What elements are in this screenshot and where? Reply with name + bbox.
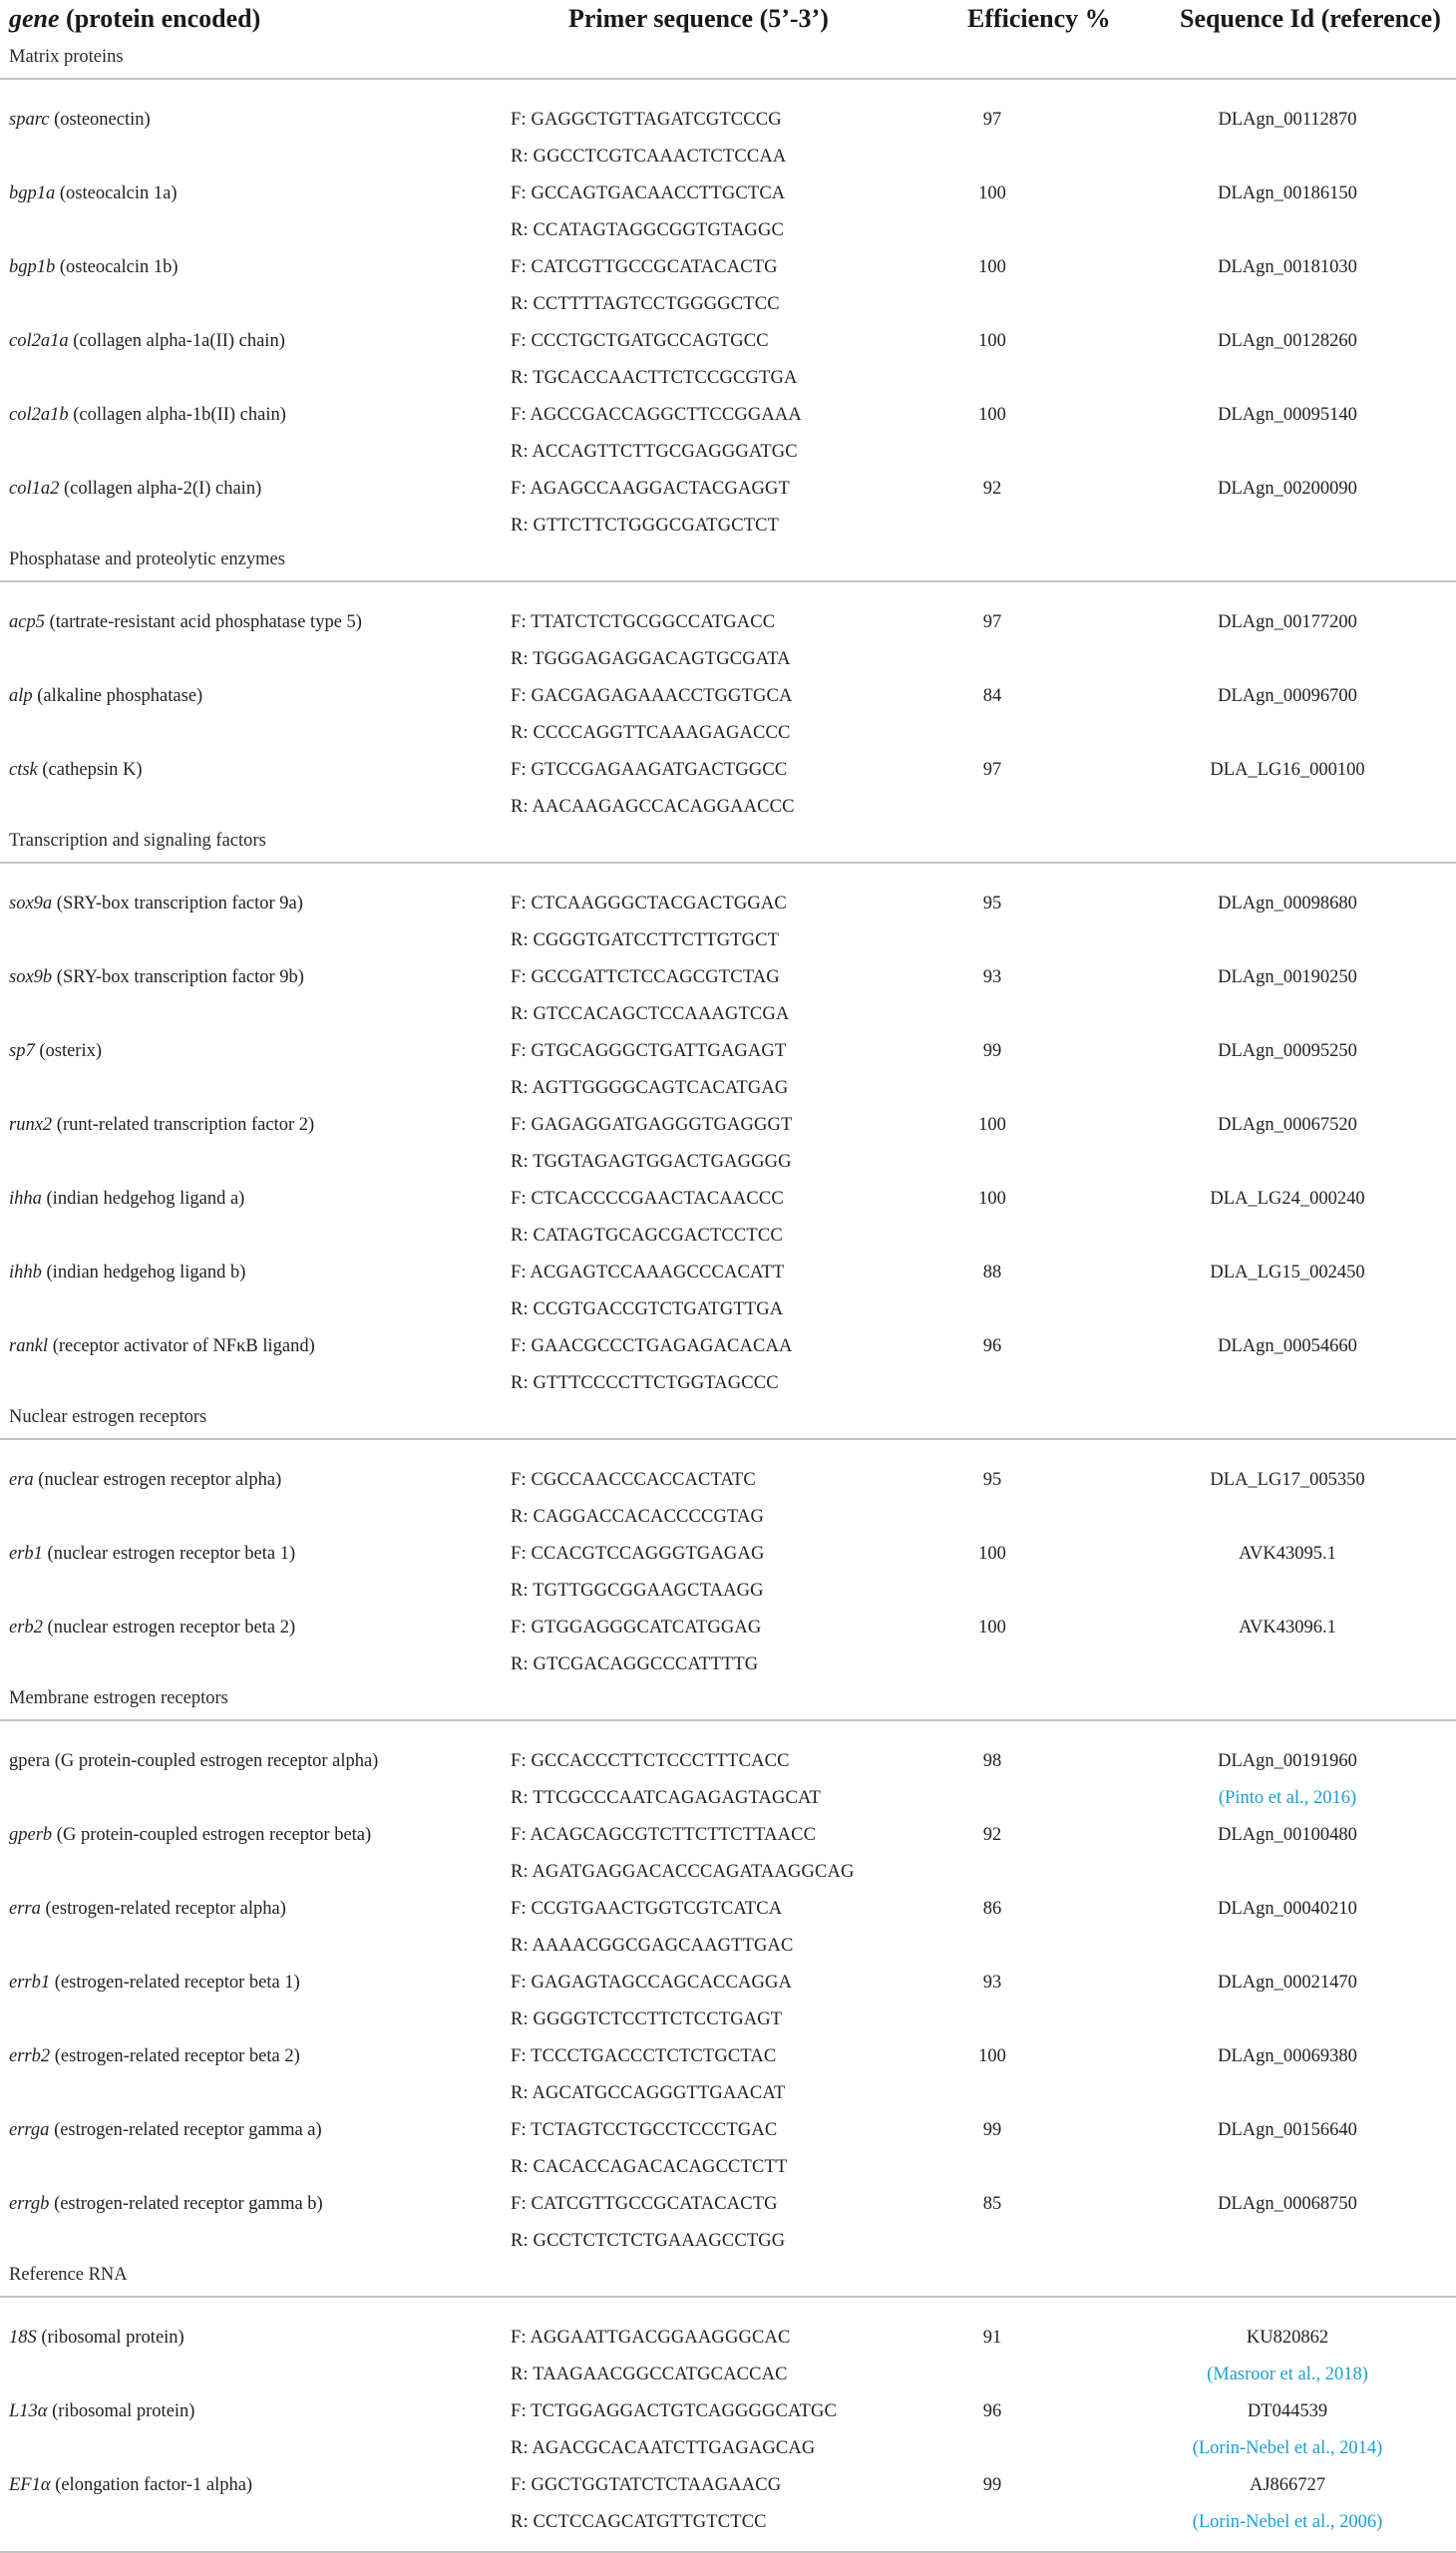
reference-cell xyxy=(1133,1780,1442,1816)
reference-link[interactable]: (Lorin-Nebel et al., 2014) xyxy=(1192,2438,1383,2458)
section-divider xyxy=(0,2296,1456,2298)
protein-name: (osterix) xyxy=(34,1041,103,1061)
efficiency-value: 84 xyxy=(982,686,1002,706)
forward-primer: F: AGCCGACCAGGCTTCCGGAAA xyxy=(511,405,802,425)
protein-name: (SRY-box transcription factor 9a) xyxy=(52,894,303,913)
protein-name: (tartrate-resistant acid phosphatase type 5) xyxy=(44,612,362,632)
gene-cell xyxy=(9,2038,300,2074)
header-primer: Primer sequence (5’-3’) xyxy=(568,4,829,33)
gene-symbol: erb1 xyxy=(9,1544,43,1564)
table-row xyxy=(0,1462,1456,1536)
gene-cell xyxy=(9,1743,378,1779)
gene-cell xyxy=(9,1255,245,1290)
forward-primer: F: GCCAGTGACAACCTTGCTCA xyxy=(511,183,786,203)
gene-symbol: sox9a xyxy=(9,894,53,913)
header-sequence-id: Sequence Id (reference) xyxy=(1180,4,1441,33)
sequence-id: DLAgn_00095250 xyxy=(1218,1041,1357,1061)
reverse-primer: R: CCGTGACCGTCTGATGTTGA xyxy=(511,1299,784,1319)
sequence-id: DLAgn_00128260 xyxy=(1218,331,1357,351)
gene-symbol: rankl xyxy=(9,1336,49,1356)
table-header xyxy=(0,0,1456,42)
reference-link[interactable]: (Pinto et al., 2016) xyxy=(1218,1788,1357,1808)
forward-primer: F: TCTGGAGGACTGTCAGGGGCATGC xyxy=(511,2401,837,2421)
protein-name: (collagen alpha-1b(II) chain) xyxy=(68,405,286,425)
gene-symbol: era xyxy=(9,1470,34,1490)
table-row xyxy=(0,2320,1456,2393)
sequence-id: AJ866727 xyxy=(1249,2475,1326,2495)
reverse-primer: R: TGTTGGCGGAAGCTAAGG xyxy=(511,1581,764,1601)
table-row xyxy=(0,1965,1456,2038)
efficiency-value: 96 xyxy=(982,2401,1002,2421)
gene-cell xyxy=(9,2467,252,2503)
gene-cell xyxy=(9,604,362,640)
protein-name: (ribosomal protein) xyxy=(36,2328,184,2348)
gene-symbol: erb2 xyxy=(9,1618,43,1638)
gene-symbol: col1a2 xyxy=(9,479,60,499)
section-divider xyxy=(0,1438,1456,1440)
gene-cell xyxy=(9,752,143,788)
gene-symbol: bgp1b xyxy=(9,257,56,277)
reverse-primer: R: CCTCCAGCATGTTGTCTCC xyxy=(511,2512,767,2532)
efficiency-value: 93 xyxy=(982,967,1002,987)
sequence-id: DLAgn_00177200 xyxy=(1218,612,1357,632)
protein-name: (nuclear estrogen receptor beta 1) xyxy=(42,1544,296,1564)
section-divider xyxy=(0,862,1456,864)
table-row xyxy=(0,2393,1456,2467)
sequence-id: DLA_LG15_002450 xyxy=(1210,1263,1365,1282)
protein-name: (collagen alpha-2(I) chain) xyxy=(59,479,262,499)
efficiency-value: 100 xyxy=(978,1544,1006,1564)
protein-name: (alkaline phosphatase) xyxy=(32,686,203,706)
sequence-id: AVK43095.1 xyxy=(1239,1544,1336,1564)
reverse-primer: R: TGCACCAACTTCTCCGCGTGA xyxy=(511,368,798,388)
section-title: Matrix proteins xyxy=(9,47,124,67)
efficiency-value: 95 xyxy=(982,894,1002,913)
section-group xyxy=(0,1402,1456,1683)
efficiency-value: 97 xyxy=(982,110,1002,130)
sequence-id: DT044539 xyxy=(1247,2401,1328,2421)
reverse-primer: R: TGGGAGAGGACAGTGCGATA xyxy=(511,649,791,669)
protein-name: (estrogen-related receptor beta 2) xyxy=(50,2046,300,2066)
gene-cell xyxy=(9,678,202,714)
forward-primer: F: GAGAGTAGCCAGCACCAGGA xyxy=(511,1973,793,1993)
reference-cell xyxy=(1133,2357,1442,2392)
forward-primer: F: CCACGTCCAGGGTGAGAG xyxy=(511,1544,765,1564)
gene-symbol: ctsk xyxy=(9,760,38,780)
reverse-primer: R: GGGGTCTCCTTCTCCTGAGT xyxy=(511,2009,783,2029)
sequence-id: DLA_LG17_005350 xyxy=(1210,1470,1365,1490)
forward-primer: F: TCCCTGACCCTCTCTGCTAC xyxy=(511,2046,777,2066)
efficiency-value: 97 xyxy=(982,612,1002,632)
reference-link[interactable]: (Lorin-Nebel et al., 2006) xyxy=(1192,2512,1383,2532)
gene-symbol: EF1α xyxy=(9,2475,51,2495)
table-body xyxy=(0,42,1456,2541)
protein-name: (receptor activator of NFκB ligand) xyxy=(48,1336,315,1356)
efficiency-value: 95 xyxy=(982,1470,1002,1490)
protein-name: (osteocalcin 1b) xyxy=(55,257,179,277)
gene-cell xyxy=(9,2112,322,2148)
forward-primer: F: GTCCGAGAAGATGACTGGCC xyxy=(511,760,788,780)
header-efficiency: Efficiency % xyxy=(967,4,1111,33)
reference-cell xyxy=(1133,2430,1442,2466)
table-row xyxy=(0,1743,1456,1817)
table-row xyxy=(0,249,1456,323)
efficiency-value: 97 xyxy=(982,760,1002,780)
forward-primer: F: ACGAGTCCAAAGCCCACATT xyxy=(511,1263,785,1282)
gene-symbol: L13α xyxy=(9,2401,48,2421)
forward-primer: F: CATCGTTGCCGCATACACTG xyxy=(511,257,778,277)
efficiency-value: 100 xyxy=(978,1618,1006,1638)
protein-name: (ribosomal protein) xyxy=(47,2401,195,2421)
gene-symbol: errb1 xyxy=(9,1973,51,1993)
sequence-id: DLA_LG24_000240 xyxy=(1210,1189,1365,1209)
gene-cell xyxy=(9,471,261,507)
gene-symbol: col2a1b xyxy=(9,405,69,425)
protein-name: (estrogen-related receptor gamma b) xyxy=(49,2194,323,2214)
efficiency-value: 99 xyxy=(982,1041,1002,1061)
section-divider xyxy=(0,580,1456,582)
section-group xyxy=(0,545,1456,826)
table-row xyxy=(0,959,1456,1033)
forward-primer: F: GACGAGAGAAACCTGGTGCA xyxy=(511,686,793,706)
sequence-id: DLAgn_00156640 xyxy=(1218,2120,1357,2140)
sequence-id: DLAgn_00191960 xyxy=(1218,1751,1357,1771)
sequence-id: AVK43096.1 xyxy=(1239,1618,1336,1638)
forward-primer: F: TTATCTCTGCGGCCATGACC xyxy=(511,612,776,632)
section-group xyxy=(0,1683,1456,2260)
protein-name: (G protein-coupled estrogen receptor beta) xyxy=(52,1825,372,1845)
efficiency-value: 96 xyxy=(982,1336,1002,1356)
sequence-id: DLAgn_00098680 xyxy=(1218,894,1357,913)
gene-cell xyxy=(9,1328,315,1364)
table-row xyxy=(0,2186,1456,2260)
sequence-id: DLA_LG16_000100 xyxy=(1210,760,1365,780)
reverse-primer: R: AGACGCACAATCTTGAGAGCAG xyxy=(511,2438,816,2458)
table-row xyxy=(0,1107,1456,1181)
reverse-primer: R: GCCTCTCTCTGAAAGCCTGG xyxy=(511,2231,786,2251)
gene-symbol: 18S xyxy=(9,2328,37,2348)
efficiency-value: 100 xyxy=(978,183,1006,203)
gene-symbol: errga xyxy=(9,2120,50,2140)
section-group xyxy=(0,826,1456,1402)
table-row xyxy=(0,323,1456,397)
forward-primer: F: AGAGCCAAGGACTACGAGGT xyxy=(511,479,791,499)
forward-primer: F: CATCGTTGCCGCATACACTG xyxy=(511,2194,778,2214)
sequence-id: DLAgn_00181030 xyxy=(1218,257,1357,277)
forward-primer: F: AGGAATTGACGGAAGGGCAC xyxy=(511,2328,791,2348)
reverse-primer: R: GTTTCCCCTTCTGGTAGCCC xyxy=(511,1373,779,1393)
reverse-primer: R: GTCCACAGCTCCAAAGTCGA xyxy=(511,1004,790,1024)
gene-symbol: errb2 xyxy=(9,2046,51,2066)
gene-cell xyxy=(9,1817,371,1853)
section-title: Phosphatase and proteolytic enzymes xyxy=(9,549,285,569)
table-row xyxy=(0,397,1456,471)
section-title: Reference RNA xyxy=(9,2265,128,2285)
forward-primer: F: GTGCAGGGCTGATTGAGAGT xyxy=(511,1041,787,1061)
reverse-primer: R: GGCCTCGTCAAACTCTCCAA xyxy=(511,147,787,167)
reverse-primer: R: AGCATGCCAGGGTTGAACAT xyxy=(511,2083,786,2103)
reverse-primer: R: TGGTAGAGTGGACTGAGGGG xyxy=(511,1152,792,1172)
efficiency-value: 99 xyxy=(982,2120,1002,2140)
reverse-primer: R: AGTTGGGGCAGTCACATGAG xyxy=(511,1078,789,1098)
forward-primer: F: ACAGCAGCGTCTTCTTCTTAACC xyxy=(511,1825,817,1845)
table-row xyxy=(0,1328,1456,1402)
protein-name: (SRY-box transcription factor 9b) xyxy=(52,967,304,987)
gene-cell xyxy=(9,1181,244,1217)
gene-cell xyxy=(9,1891,286,1927)
reverse-primer: R: CCCCAGGTTCAAAGAGACCC xyxy=(511,723,791,743)
table-row xyxy=(0,2112,1456,2186)
protein-name: (indian hedgehog ligand a) xyxy=(41,1189,245,1209)
efficiency-value: 100 xyxy=(978,1115,1006,1135)
forward-primer: F: GGCTGGTATCTCTAAGAACG xyxy=(511,2475,782,2495)
header-gene xyxy=(9,4,260,34)
protein-name: (nuclear estrogen receptor beta 2) xyxy=(42,1618,296,1638)
sequence-id: DLAgn_00069380 xyxy=(1218,2046,1357,2066)
sequence-id: DLAgn_00096700 xyxy=(1218,686,1357,706)
gene-cell xyxy=(9,2186,323,2222)
reverse-primer: R: CACACCAGACACAGCCTCTT xyxy=(511,2157,788,2177)
reverse-primer: R: CGGGTGATCCTTCTTGTGCT xyxy=(511,930,780,950)
sequence-id: DLAgn_00112870 xyxy=(1218,110,1357,130)
table-row xyxy=(0,1891,1456,1965)
efficiency-value: 100 xyxy=(978,257,1006,277)
forward-primer: F: GCCGATTCTCCAGCGTCTAG xyxy=(511,967,780,987)
protein-name: (collagen alpha-1a(II) chain) xyxy=(68,331,285,351)
gene-symbol: alp xyxy=(9,686,33,706)
sequence-id: DLAgn_00100480 xyxy=(1218,1825,1357,1845)
gene-cell xyxy=(9,1610,295,1645)
efficiency-value: 100 xyxy=(978,405,1006,425)
protein-name: (cathepsin K) xyxy=(37,760,143,780)
efficiency-value: 99 xyxy=(982,2475,1002,2495)
section-title: Membrane estrogen receptors xyxy=(9,1688,228,1708)
gene-symbol: sparc xyxy=(9,110,50,130)
reverse-primer: R: CAGGACCACACCCCGTAG xyxy=(511,1507,765,1527)
gene-cell xyxy=(9,1536,295,1572)
reverse-primer: R: GTCGACAGGCCCATTTTG xyxy=(511,1654,759,1674)
gene-cell xyxy=(9,886,303,921)
section-divider xyxy=(0,78,1456,80)
sequence-id: DLAgn_00021470 xyxy=(1218,1973,1357,1993)
efficiency-value: 92 xyxy=(982,479,1002,499)
gene-cell xyxy=(9,102,151,138)
protein-name: (estrogen-related receptor beta 1) xyxy=(50,1973,300,1993)
reverse-primer: R: GTTCTTCTGGGCGATGCTCT xyxy=(511,516,780,536)
efficiency-value: 91 xyxy=(982,2328,1002,2348)
efficiency-value: 93 xyxy=(982,1973,1002,1993)
forward-primer: F: GAGGCTGTTAGATCGTCCCG xyxy=(511,110,782,130)
sequence-id: KU820862 xyxy=(1246,2328,1329,2348)
efficiency-value: 85 xyxy=(982,2194,1002,2214)
gene-cell xyxy=(9,397,286,433)
efficiency-value: 100 xyxy=(978,331,1006,351)
efficiency-value: 86 xyxy=(982,1899,1002,1919)
table-row xyxy=(0,1033,1456,1107)
reverse-primer: R: TTCGCCCAATCAGAGAGTAGCAT xyxy=(511,1788,821,1808)
forward-primer: F: TCTAGTCCTGCCTCCCTGAC xyxy=(511,2120,778,2140)
table-row xyxy=(0,2038,1456,2112)
forward-primer: F: GCCACCCTTCTCCCTTTCACC xyxy=(511,1751,790,1771)
gene-symbol: erra xyxy=(9,1899,41,1919)
section-group xyxy=(0,42,1456,545)
forward-primer: F: CCCTGCTGATGCCAGTGCC xyxy=(511,331,769,351)
sequence-id: DLAgn_00054660 xyxy=(1218,1336,1357,1356)
table-row xyxy=(0,1610,1456,1683)
table-row xyxy=(0,1255,1456,1328)
header-gene-italic: gene xyxy=(9,4,60,33)
gene-symbol: gperb xyxy=(9,1825,53,1845)
reverse-primer: R: TAAGAACGGCCATGCACCAC xyxy=(511,2365,788,2384)
table-row xyxy=(0,471,1456,545)
efficiency-value: 100 xyxy=(978,1189,1006,1209)
protein-name: (nuclear estrogen receptor alpha) xyxy=(33,1470,282,1490)
gene-cell xyxy=(9,2393,194,2429)
header-gene-rest: (protein encoded) xyxy=(59,4,261,33)
efficiency-value: 88 xyxy=(982,1263,1002,1282)
gene-symbol: sox9b xyxy=(9,967,53,987)
protein-name: (runt-related transcription factor 2) xyxy=(52,1115,315,1135)
sequence-id: DLAgn_00095140 xyxy=(1218,405,1357,425)
table-row xyxy=(0,886,1456,959)
gene-symbol: sp7 xyxy=(9,1041,35,1061)
gene-cell xyxy=(9,1462,281,1498)
sequence-id: DLAgn_00067520 xyxy=(1218,1115,1357,1135)
reference-cell xyxy=(1133,2504,1442,2540)
forward-primer: F: CCGTGAACTGGTCGTCATCA xyxy=(511,1899,783,1919)
sequence-id: DLAgn_00186150 xyxy=(1218,183,1357,203)
table-row xyxy=(0,678,1456,752)
protein-name: (estrogen-related receptor gamma a) xyxy=(49,2120,322,2140)
gene-cell xyxy=(9,1107,314,1143)
section-title: Transcription and signaling factors xyxy=(9,831,266,851)
gene-symbol: ihha xyxy=(9,1189,42,1209)
gene-cell xyxy=(9,1033,102,1069)
table-row xyxy=(0,176,1456,249)
efficiency-value: 92 xyxy=(982,1825,1002,1845)
section-group xyxy=(0,2260,1456,2541)
forward-primer: F: GAGAGGATGAGGGTGAGGGT xyxy=(511,1115,793,1135)
forward-primer: F: GAACGCCCTGAGAGACACAA xyxy=(511,1336,793,1356)
protein-name: (osteonectin) xyxy=(49,110,151,130)
gene-cell xyxy=(9,249,179,285)
gene-cell xyxy=(9,1965,300,2001)
section-divider xyxy=(0,1719,1456,1721)
protein-name: gpera (G protein-coupled estrogen receptor alpha) xyxy=(9,1751,379,1771)
sequence-id: DLAgn_00068750 xyxy=(1218,2194,1357,2214)
sequence-id: DLAgn_00040210 xyxy=(1218,1899,1357,1919)
reverse-primer: R: CCTTTTAGTCCTGGGGCTCC xyxy=(511,294,780,314)
gene-symbol: col2a1a xyxy=(9,331,69,351)
efficiency-value: 98 xyxy=(982,1751,1002,1771)
forward-primer: F: GTGGAGGGCATCATGGAG xyxy=(511,1618,762,1638)
table-row xyxy=(0,604,1456,678)
gene-symbol: bgp1a xyxy=(9,183,56,203)
gene-symbol: errgb xyxy=(9,2194,50,2214)
reverse-primer: R: CATAGTGCAGCGACTCCTCC xyxy=(511,1226,783,1246)
sequence-id: DLAgn_00200090 xyxy=(1218,479,1357,499)
efficiency-value: 100 xyxy=(978,2046,1006,2066)
gene-cell xyxy=(9,323,285,359)
protein-name: (elongation factor-1 alpha) xyxy=(50,2475,253,2495)
reference-link[interactable]: (Masroor et al., 2018) xyxy=(1207,2365,1368,2384)
gene-cell xyxy=(9,176,178,211)
reverse-primer: R: AGATGAGGACACCCAGATAAGGCAG xyxy=(511,1862,855,1882)
reverse-primer: R: CCATAGTAGGCGGTGTAGGC xyxy=(511,220,784,240)
table-row xyxy=(0,1817,1456,1891)
protein-name: (osteocalcin 1a) xyxy=(55,183,178,203)
forward-primer: F: CGCCAACCCACCACTATC xyxy=(511,1470,756,1490)
gene-cell xyxy=(9,959,304,995)
table-row xyxy=(0,1536,1456,1610)
gene-symbol: acp5 xyxy=(9,612,45,632)
forward-primer: F: CTCAAGGGCTACGACTGGAC xyxy=(511,894,787,913)
gene-symbol: ihhb xyxy=(9,1263,42,1282)
table-row xyxy=(0,1181,1456,1255)
forward-primer: F: CTCACCCCGAACTACAACCC xyxy=(511,1189,784,1209)
reverse-primer: R: AAAACGGCGAGCAAGTTGAC xyxy=(511,1936,794,1956)
table-row xyxy=(0,752,1456,826)
reverse-primer: R: ACCAGTTCTTGCGAGGGATGC xyxy=(511,442,798,462)
section-title: Nuclear estrogen receptors xyxy=(9,1407,207,1427)
gene-cell xyxy=(9,2320,184,2356)
reverse-primer: R: AACAAGAGCCACAGGAACCC xyxy=(511,797,795,817)
gene-symbol: runx2 xyxy=(9,1115,53,1135)
protein-name: (indian hedgehog ligand b) xyxy=(41,1263,246,1282)
table-row xyxy=(0,102,1456,176)
sequence-id: DLAgn_00190250 xyxy=(1218,967,1357,987)
protein-name: (estrogen-related receptor alpha) xyxy=(40,1899,286,1919)
